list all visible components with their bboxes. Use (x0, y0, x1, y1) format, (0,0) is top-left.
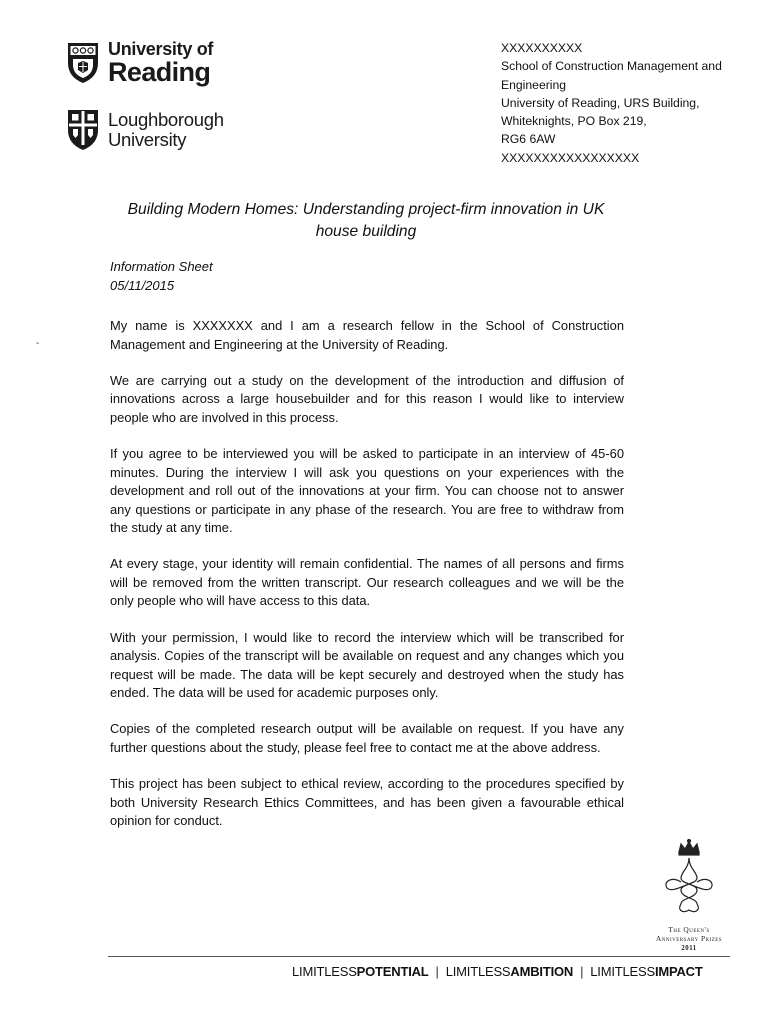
document-date: 05/11/2015 (110, 277, 175, 293)
loughborough-logo-line1: Loughborough (108, 108, 224, 130)
footer-separator: | (580, 964, 584, 979)
stray-mark: - (36, 338, 40, 349)
loughborough-university-logo (66, 108, 224, 152)
address-line: Whiteknights, PO Box 219, (501, 114, 647, 129)
footer-item: AMBITION (510, 964, 574, 979)
address-line: XXXXXXXXXXXXXXXXX (501, 150, 640, 165)
reading-shield-icon (66, 41, 100, 85)
reading-logo-line1: University of (108, 39, 214, 59)
footer-word: LIMITLESS (445, 964, 511, 979)
footer-tagline (292, 964, 703, 979)
crown-knot-icon (659, 838, 719, 916)
reading-logo-line2: Reading (108, 57, 211, 87)
address-line: XXXXXXXXXX (501, 41, 583, 55)
qap-year: 2011 (681, 944, 697, 952)
address-line: RG6 6AW (501, 132, 556, 147)
paragraph: My name is XXXXXXX and I am a research fellow in the School of Construction Management and Engineering at the University of Reading. (110, 318, 624, 352)
document-meta (110, 258, 213, 295)
paragraph: Copies of the completed research output will be available on request. If you have any further questions about the study, please feel free to contact me at the above address. (110, 721, 624, 755)
footer-divider (108, 956, 730, 957)
queens-anniversary-prizes-emblem (648, 838, 730, 953)
loughborough-shield-icon (66, 108, 100, 152)
body-text (110, 317, 624, 849)
address-line: University of Reading, URS Building, (501, 95, 700, 110)
footer-item: POTENTIAL (356, 964, 429, 979)
loughborough-logo-line2: University (108, 129, 187, 150)
paragraph: If you agree to be interviewed you will be asked to participate in an interview of 45-60 minutes. During the interview I will ask you questions on your experiences with the development and roll out of the innovations at your firm. You can choose not to answer any questions or participate in any phase of the research. You are free to withdraw from the study at any time. (110, 446, 624, 536)
qap-line2: Anniversary Prizes (655, 934, 723, 944)
address-line: School of Construction Management and (501, 59, 722, 74)
paragraph: With your permission, I would like to record the interview which will be transcribed for analysis. Copies of the transcript will be available on request and any changes which you request will be made. The data will be kept securely and destroyed when the study has ended. The data will be used for academic purposes only. (110, 629, 624, 701)
footer-word: LIMITLESS (590, 964, 655, 979)
info-sheet-label: Information Sheet (110, 259, 213, 274)
footer-separator: | (435, 964, 439, 979)
footer-word: LIMITLESS (292, 964, 357, 979)
qap-line1: The Queen's (668, 925, 710, 934)
paragraph: This project has been subject to ethical review, according to the procedures specified by both University Research Ethics Committees, and has been given a favourable ethical opinion for conduct. (110, 776, 624, 829)
paragraph: At every stage, your identity will remain confidential. The names of all persons and firms will be removed from the written transcript. Our research colleagues and we will be the only people who will have access to this data. (110, 556, 624, 609)
address-line: Engineering (501, 77, 567, 92)
footer-item: IMPACT (654, 964, 703, 979)
address-block (501, 39, 761, 167)
university-of-reading-logo (66, 40, 213, 86)
document-title: Building Modern Homes: Understanding project-firm innovation in UK house building (127, 201, 605, 240)
paragraph: We are carrying out a study on the development of the introduction and diffusion of innovations across a large housebuilder and for this reason I would like to interview people who are involved in this process. (110, 372, 624, 425)
